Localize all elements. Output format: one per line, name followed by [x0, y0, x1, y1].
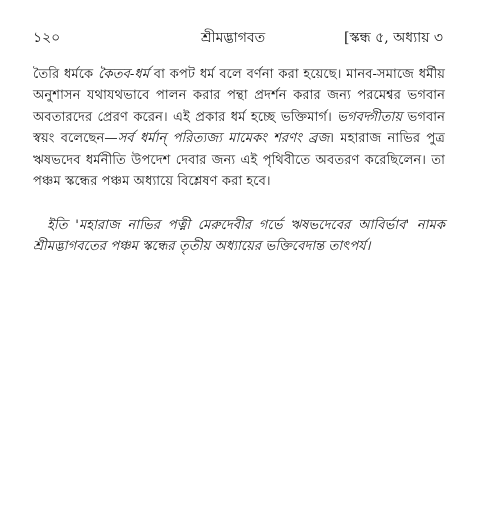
chapter-reference: [স্কন্ধ ৫, অধ্যায় ৩ — [344, 30, 443, 46]
chapter-colophon — [33, 215, 445, 258]
running-header — [33, 26, 443, 48]
term-kaitava-dharma: কৈতব-ধর্ম — [98, 67, 150, 82]
term-bhagavad-gita: ভগবদ্গীতায় — [337, 109, 403, 125]
purport-text — [33, 64, 445, 192]
text-segment: তৈরি ধর্মকে — [33, 67, 99, 82]
gita-quote: সর্ব ধর্মান্ পরিত্যজ্য মামেকং শরণং ব্রজ — [117, 131, 330, 147]
text-segment: । মহারাজ নাভির পুত্র ঋষভদেব ধর্মনীতি উপদেশ দেবার জন্য এই পৃথিবীতে অবতরণ করেছিলেন। তা পঞ্চম স্কন্ধের পঞ্চম অধ্যায়ে বিশ্লেষণ করা হবে। — [33, 131, 445, 190]
page-number: ১২০ — [33, 30, 61, 46]
purport-paragraph — [33, 64, 445, 192]
text-segment: ভগবান স্বয়ং বলেছেন— — [33, 109, 446, 147]
colophon-text: ইতি 'মহারাজ নাভির পত্নী মেরুদেবীর গর্ভে ঋষভদেবের আবির্ভাব' নামক শ্রীমদ্ভাগবতের পঞ্চম স্কন্ধের তৃতীয় অধ্যায়ের ভক্তিবেদান্ত তাৎপর্য। — [33, 218, 445, 255]
text-segment: বা কপট ধর্ম বলে বর্ণনা করা হয়েছে। মানব-সমাজে ধর্মীয় অনুশাসন যথাযথভাবে পালন করার পন্থা প্রদর্শন করার জন্য পরমেশ্বর ভগবান অবতারদের প্রেরণ করেন। এই প্রকার ধর্ম হচ্ছে ভক্তিমার্গ। — [33, 67, 445, 125]
book-title: শ্রীমদ্ভাগবত — [201, 30, 266, 46]
